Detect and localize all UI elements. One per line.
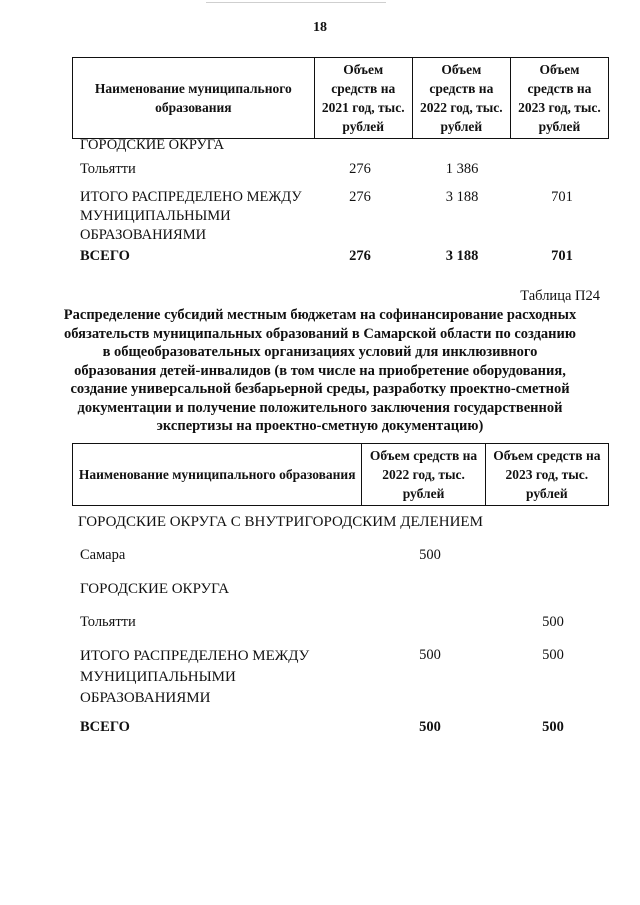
table2-total-2023: 500: [542, 719, 564, 735]
table1-row-2022: 3 188: [445, 189, 479, 205]
table1-header-2022: Объем средств на 2022 год, тыс. рублей: [412, 58, 510, 139]
table2-header-2022: Объем средств на 2022 год, тыс. рублей: [362, 444, 485, 506]
table2-row-name: Самара: [80, 547, 126, 563]
table1-total-2022: 3 188: [445, 248, 479, 264]
table1-row-2022: 1 386: [445, 161, 479, 177]
table-title: Распределение субсидий местным бюджетам на софинансирование расходных обязательств муниципальных образований в Самарской области по созданию в общеобразовательных организациях условий для инклюзивного образования детей-инвалидов (в том числе на приобретение оборудования, создание универсальной безбарьерной среды, разработку проектно-сметной документации и получение положительного заключения государственной экспертизы на проектно-сметную документацию): [63, 307, 577, 434]
table2-row-name: ИТОГО РАСПРЕДЕЛЕНО МЕЖДУ МУНИЦИПАЛЬНЫМИ ОБРАЗОВАНИЯМИ: [80, 648, 310, 706]
table1-header-2023: Объем средств на 2023 год, тыс. рублей: [510, 58, 608, 139]
table2-total-name: ВСЕГО: [80, 719, 130, 735]
table1-header-name: Наименование муниципального образования: [73, 58, 315, 139]
page-top-rule: [206, 2, 386, 3]
table2-header: [72, 443, 609, 506]
table2-row-2022: 500: [419, 647, 441, 663]
table1-row-2021: 276: [349, 189, 371, 205]
table-caption: Таблица П24: [520, 288, 600, 304]
page-number: 18: [313, 20, 327, 35]
table2-row-2023: 500: [542, 647, 564, 663]
table2-section2-label: ГОРОДСКИЕ ОКРУГА: [80, 581, 230, 597]
table1-total-2021: 276: [349, 248, 371, 264]
table2-header-2023: Объем средств на 2023 год, тыс. рублей: [485, 444, 608, 506]
table2-section1-label: ГОРОДСКИЕ ОКРУГА С ВНУТРИГОРОДСКИМ ДЕЛЕНИЕМ: [78, 514, 483, 530]
table1-section-label: ГОРОДСКИЕ ОКРУГА: [80, 137, 225, 153]
table2-row-2022: 500: [419, 547, 441, 563]
table1-header-2021: Объем средств на 2021 год, тыс. рублей: [314, 58, 412, 139]
table2-header-name: Наименование муниципального образования: [73, 444, 362, 506]
table1-row-name: ИТОГО РАСПРЕДЕЛЕНО МЕЖДУ МУНИЦИПАЛЬНЫМИ ОБРАЗОВАНИЯМИ: [80, 189, 302, 243]
table1-row-2023: 701: [551, 189, 573, 205]
table1-row-2021: 276: [349, 161, 371, 177]
table1-total-name: ВСЕГО: [80, 248, 130, 264]
table1-total-2023: 701: [551, 248, 573, 264]
table1-row-name: Тольятти: [80, 161, 136, 177]
table2-total-2022: 500: [419, 719, 441, 735]
table2-row-2023: 500: [542, 614, 564, 630]
table2-row-name: Тольятти: [80, 614, 136, 630]
table1-header: [72, 57, 609, 139]
